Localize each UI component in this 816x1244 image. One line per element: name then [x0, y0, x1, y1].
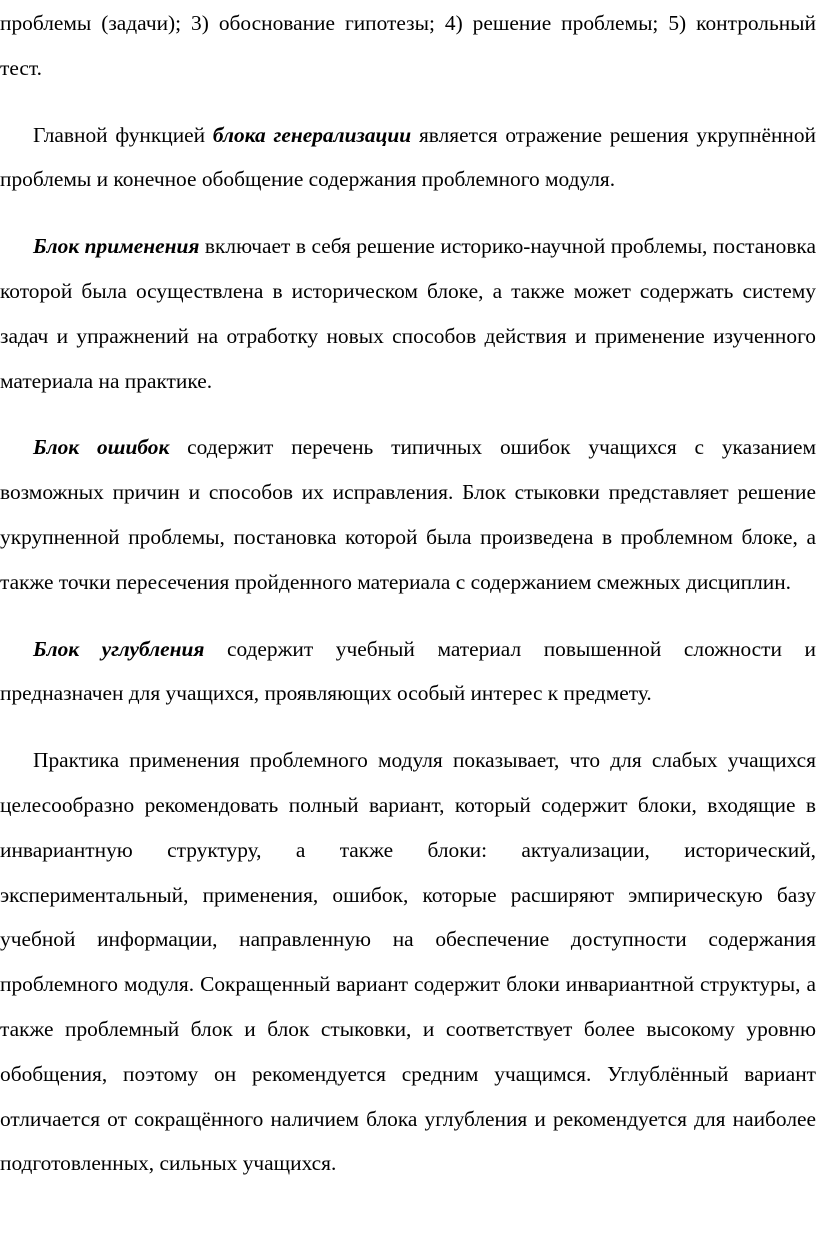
- paragraph-deepening-block: [0, 627, 816, 717]
- paragraph-application-block: [0, 224, 816, 403]
- term-application-block: Блок применения: [33, 234, 200, 259]
- paragraph-text: проблемы (задачи); 3) обоснование гипотезы; 4) решение проблемы; 5) контрольный тест.: [0, 11, 816, 80]
- term-errors-block: Блок ошибок: [33, 435, 170, 460]
- paragraph-text: Практика применения проблемного модуля показывает, что для слабых учащихся целесообразно рекомендовать полный вариант, который содержит блоки, входящие в инвариантную структуру, а также блоки: актуализации, исторический, экспериментальный, применения, ошибок, которые расширяют эмпирическую базу учебной информации, направленную на обеспечение доступности содержания проблемного модуля. Сокращенный вариант содержит блоки инвариантной структуры, а также проблемный блок и блок стыковки, и соответствует более высокому уровню обобщения, поэтому он рекомендуется средним учащимся. Углублённый вариант отличается от сокращённого наличием блока углубления и рекомендуется для наиболее подготовленных, сильных учащихся.: [0, 748, 816, 1176]
- paragraph-text: является отражение решения укрупнённой проблемы и конечное обобщение содержания проблемного модуля.: [0, 122, 816, 192]
- paragraph-text: содержит перечень типичных ошибок учащихся с указанием возможных причин и способов их исправления. Блок стыковки представляет решение укрупненной проблемы, постановка которой была произведена в проблемном блоке, а также точки пересечения пройденного материала с содержанием смежных дисциплин.: [0, 435, 816, 594]
- paragraph-lead: Главной функцией: [33, 122, 213, 147]
- paragraph-text: включает в себя решение историко-научной проблемы, постановка которой была осуществлена в историческом блоке, а также может содержать систему задач и упражнений на отработку новых способов действия и применение изученного материала на практике.: [0, 234, 816, 393]
- paragraph-practice: [0, 738, 816, 1186]
- term-generalization-block: блока генерализации: [212, 122, 412, 147]
- paragraph-generalization-block: [0, 113, 816, 203]
- paragraph-text: содержит учебный материал повышенной сложности и предназначен для учащихся, проявляющих особый интерес к предмету.: [0, 636, 816, 706]
- term-deepening-block: Блок углубления: [33, 636, 205, 661]
- paragraph-errors-block: [0, 425, 816, 604]
- paragraph-continuation: [0, 1, 816, 91]
